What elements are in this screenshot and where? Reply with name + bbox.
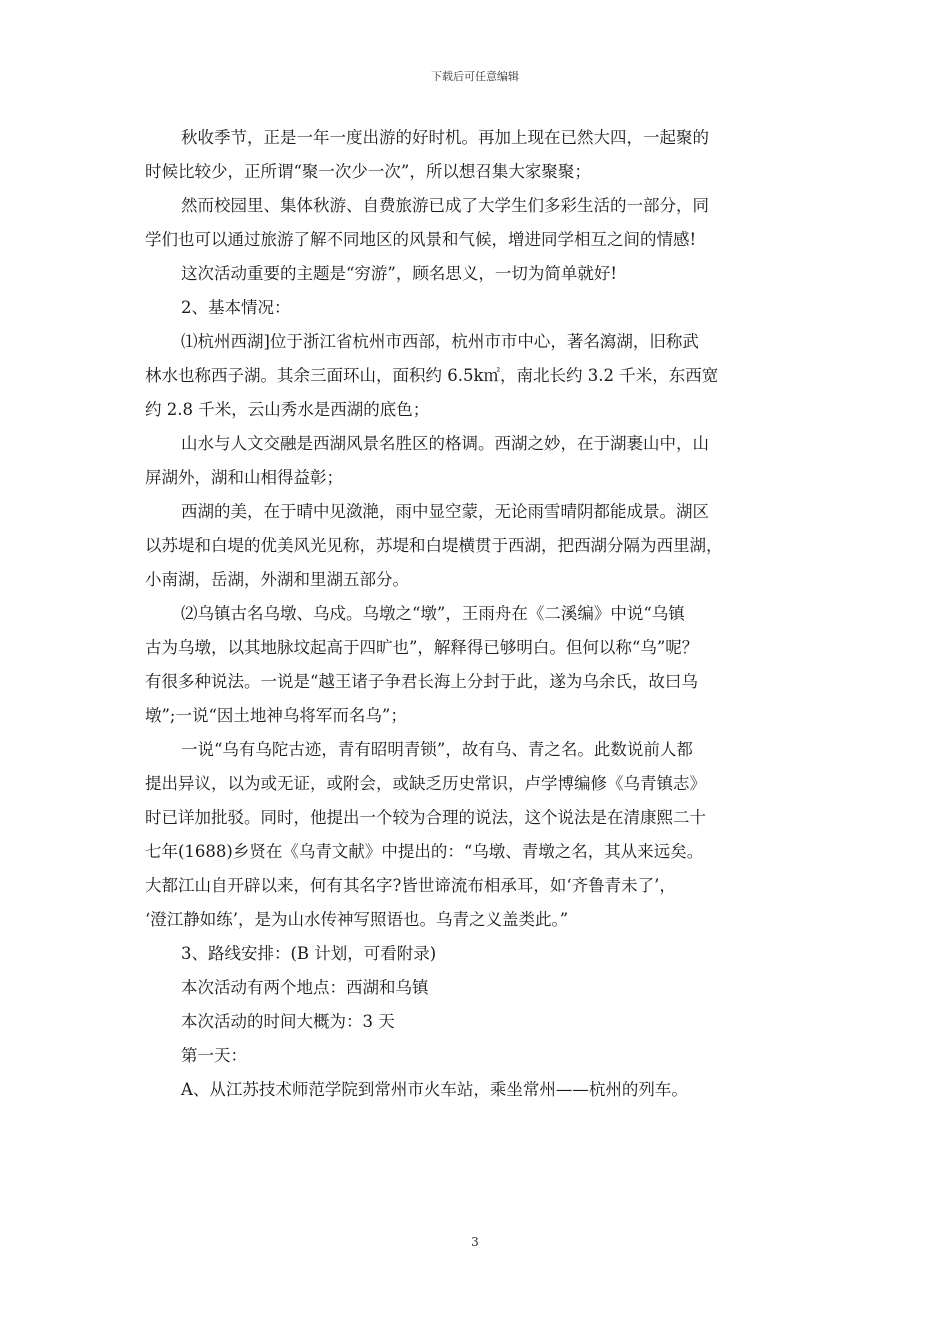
text-line: 约 2.8 千米，云山秀水是西湖的底色； — [145, 400, 430, 419]
text-line: 3、路线安排：(B 计划，可看附录) — [181, 944, 437, 963]
text-line: A、从江苏技术师范学院到常州市火车站，乘坐常州——杭州的列车。 — [181, 1080, 688, 1099]
text-line: ‘澄江静如练’，是为山水传神写照语也。乌青之义盖类此。” — [145, 910, 569, 929]
text-line: ⑵乌镇古名乌墩、乌戍。乌墩之“墩”，王雨舟在《二溪编》中说“乌镇 — [181, 604, 685, 623]
text-line: 第一天： — [181, 1046, 247, 1065]
text-line: 小南湖，岳湖，外湖和里湖五部分。 — [145, 570, 409, 589]
text-line: 学们也可以通过旅游了解不同地区的风景和气候，增进同学相互之间的情感! — [145, 230, 697, 249]
text-line: 七年(1688)乡贤在《乌青文献》中提出的：“乌墩、青墩之名，其从来远矣。 — [145, 842, 704, 861]
text-line: 然而校园里、集体秋游、自费旅游已成了大学生们多彩生活的一部分，同 — [181, 196, 709, 215]
text-line: 时候比较少，正所谓“聚一次少一次”，所以想召集大家聚聚； — [145, 162, 591, 181]
text-line: 时已详加批驳。同时，他提出一个较为合理的说法，这个说法是在清康熙二十 — [145, 808, 706, 827]
text-line: 墩”;一说“因土地神乌将军而名乌”； — [145, 706, 407, 725]
text-line: 山水与人文交融是西湖风景名胜区的格调。西湖之妙，在于湖裹山中，山 — [181, 434, 709, 453]
text-line: 古为乌墩，以其地脉坟起高于四旷也”，解释得已够明白。但何以称“乌”呢？ — [145, 638, 699, 657]
text-line: 提出异议，以为或无证，或附会，或缺乏历史常识，卢学博编修《乌青镇志》 — [145, 774, 706, 793]
text-line: 有很多种说法。一说是“越王诸子争君长海上分封于此，遂为乌余氏，故曰乌 — [145, 672, 698, 691]
text-line: 林水也称西子湖。其余三面环山，面积约 6.5k㎡，南北长约 3.2 千米，东西宽 — [145, 366, 719, 385]
text-line: 本次活动的时间大概为：3 天 — [181, 1012, 395, 1031]
page-number: 3 — [471, 1235, 479, 1249]
text-line: 秋收季节，正是一年一度出游的好时机。再加上现在已然大四，一起聚的 — [181, 128, 709, 147]
text-line: 西湖的美，在于晴中见潋滟，雨中显空蒙，无论雨雪晴阴都能成景。湖区 — [181, 502, 709, 521]
text-line: 2、基本情况： — [181, 298, 291, 317]
text-line: 一说“乌有乌陀古迹，青有昭明青锁”，故有乌、青之名。此数说前人都 — [181, 740, 693, 759]
page-header: 下载后可任意编辑 — [431, 70, 519, 83]
text-line: 本次活动有两个地点：西湖和乌镇 — [181, 978, 429, 997]
text-line: ⑴杭州西湖]位于浙江省杭州市西部，杭州市市中心，著名瀉湖，旧称武 — [181, 332, 699, 351]
text-line: 以苏堤和白堤的优美风光见称，苏堤和白堤横贯于西湖，把西湖分隔为西里湖， — [145, 536, 723, 555]
text-line: 屏湖外，湖和山相得益彰； — [145, 468, 343, 487]
text-line: 大都江山自开辟以来，何有其名字?皆世谛流布相承耳，如‘齐鲁青未了’， — [145, 876, 676, 895]
text-line: 这次活动重要的主题是“穷游”，顾名思义，一切为简单就好! — [181, 264, 618, 283]
document-body — [145, 121, 807, 1107]
